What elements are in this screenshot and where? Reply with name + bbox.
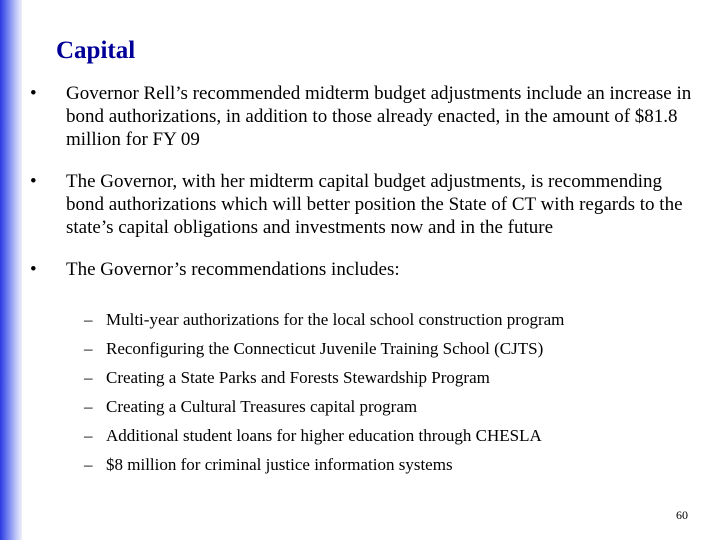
sub-list-item — [84, 421, 698, 450]
bullet-marker: • — [30, 171, 37, 192]
recommendations-sublist — [84, 305, 698, 479]
bullet-text: Governor Rell’s recommended midterm budget adjustments include an increase in bond authorizations, in addition to those already enacted, in the amount of $81.8 million for FY 09 — [66, 83, 692, 150]
dash-marker: – — [84, 310, 93, 329]
sub-list-item — [84, 450, 698, 479]
sub-list-item — [84, 334, 698, 363]
dash-marker: – — [84, 426, 93, 445]
sub-item-text: Reconfiguring the Connecticut Juvenile Training School (CJTS) — [106, 339, 544, 358]
dash-marker: – — [84, 455, 93, 474]
bullet-item — [30, 258, 700, 281]
dash-marker: – — [84, 368, 93, 387]
sub-item-text: Creating a State Parks and Forests Stewardship Program — [106, 368, 490, 387]
sub-item-text: Creating a Cultural Treasures capital program — [106, 397, 418, 416]
page-number: 60 — [676, 508, 688, 522]
sub-item-text: $8 million for criminal justice information systems — [106, 455, 453, 474]
slide-title: Capital — [56, 37, 136, 64]
sub-list-item — [84, 305, 698, 334]
bullet-text: The Governor’s recommendations includes: — [66, 259, 400, 280]
bullet-item — [30, 170, 700, 239]
bullet-item — [30, 82, 700, 151]
bullet-list — [30, 82, 700, 300]
bullet-text: The Governor, with her midterm capital budget adjustments, is recommending bond authorizations which will better position the State of CT with regards to the state’s capital obligations and investments now and in the future — [66, 171, 683, 238]
dash-marker: – — [84, 397, 93, 416]
sub-list-item — [84, 392, 698, 421]
decorative-side-bar — [0, 0, 22, 540]
bullet-marker: • — [30, 83, 37, 104]
dash-marker: – — [84, 339, 93, 358]
sub-item-text: Additional student loans for higher education through CHESLA — [106, 426, 542, 445]
sub-list-item — [84, 363, 698, 392]
sub-item-text: Multi-year authorizations for the local school construction program — [106, 310, 565, 329]
bullet-marker: • — [30, 259, 37, 280]
